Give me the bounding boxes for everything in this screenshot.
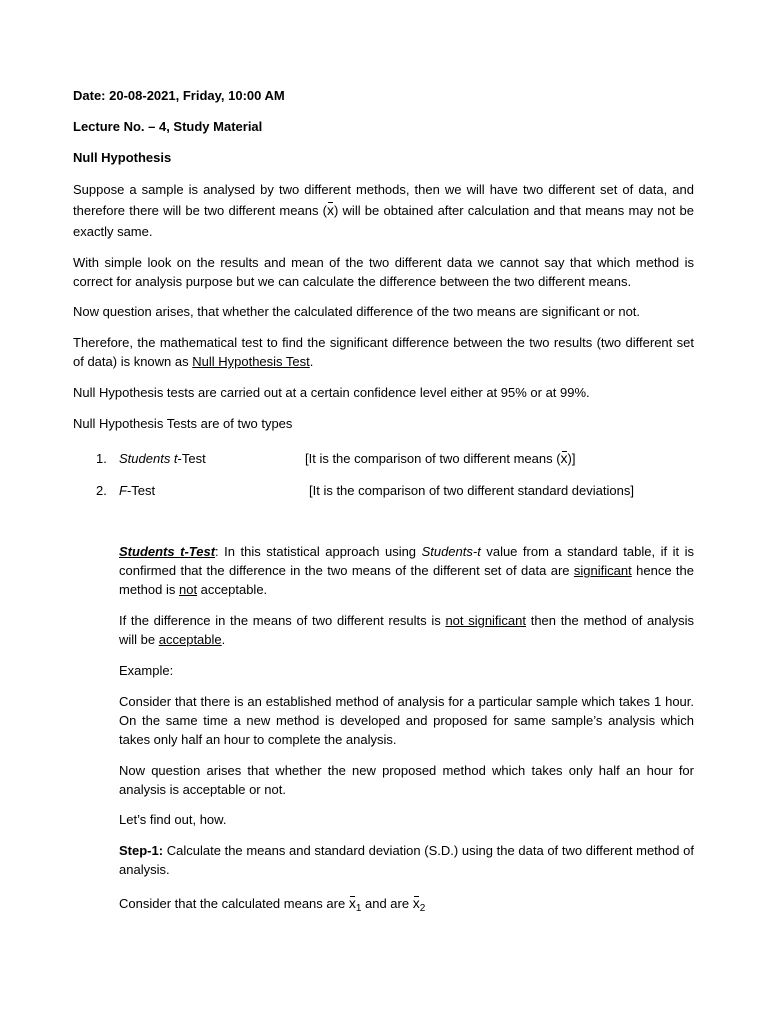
s2-text-a: If the difference in the means of two different results is (119, 613, 446, 628)
topic-heading: Null Hypothesis (73, 150, 172, 165)
s2-not-significant: not significant (445, 613, 527, 628)
list-item-name-rest: -Test (177, 451, 206, 466)
x-bar-symbol: x (327, 200, 334, 221)
s2-acceptable: acceptable (158, 632, 222, 647)
lets-find-out: Let’s find out, how. (119, 812, 227, 827)
lecture-line: Lecture No. – 4, Study Material (73, 119, 263, 134)
list-item-name-rest: -Test (126, 483, 156, 498)
paragraph-types: Null Hypothesis Tests are of two types (73, 416, 293, 431)
step-1-label: Step-1: (119, 843, 164, 858)
means-text-a: Consider that the calculated means are (119, 896, 349, 911)
x-bar-symbol: x (412, 895, 420, 911)
s2-text-c: then the method of analysis will be (119, 613, 695, 647)
list-item-desc-a: [It is the comparison of two different means ( (305, 451, 561, 466)
list-item-number: 2. (96, 483, 107, 498)
s1-text-a: In this statistical approach using (218, 544, 422, 559)
new-method-question: Now question arises that whether the new proposed method which takes only half an hour for analysis is acceptable or not. (119, 763, 694, 797)
paragraph-intro-text-a: Suppose a sample is analysed by two different methods, then we will have two different set of data, and therefore there will be two different means ( (73, 182, 694, 218)
s2-text-e: . (221, 632, 226, 647)
step-1-paragraph (119, 841, 694, 879)
subscript-1: 1 (355, 903, 362, 914)
paragraph-test-definition (73, 333, 694, 371)
list-item-name-italic: Students t (119, 451, 178, 466)
list-item-description: [It is the comparison of two different standard deviations] (309, 483, 634, 498)
heading-part-a: Students (119, 544, 181, 559)
heading-part-b: t (180, 544, 185, 559)
heading-colon: : (215, 544, 219, 559)
subscript-2: 2 (419, 903, 426, 914)
means-text-b: and are (361, 896, 413, 911)
s1-not: not (178, 582, 198, 597)
paragraph-test-text-b: . (309, 354, 314, 369)
paragraph-confidence: Null Hypothesis tests are carried out at a certain confidence level either at 95% or at 99%. (73, 385, 590, 400)
students-t-test-paragraph (119, 542, 694, 599)
list-item-desc-b: )] (567, 451, 576, 466)
s1-text-b: Students-t (421, 544, 481, 559)
date-line: Date: 20-08-2021, Friday, 10:00 AM (73, 88, 285, 103)
s1-text-e: hence the method is (119, 563, 695, 597)
list-item-number: 1. (96, 451, 107, 466)
s1-significant: significant (573, 563, 632, 578)
example-paragraph: Consider that there is an established method of analysis for a particular sample which takes 1 hour. On the same time a new method is developed and proposed for same sample’s analysis which takes only half an hour to complete the analysis. (119, 694, 694, 747)
s1-text-g: acceptable. (197, 582, 268, 597)
paragraph-test-text-a: Therefore, the mathematical test to find the significant difference between the two results (two different set of data) is known as (73, 335, 694, 369)
list-item-name-italic: F (119, 483, 127, 498)
not-significant-paragraph (119, 611, 694, 649)
list-item-description (305, 449, 576, 468)
null-hypothesis-test-term: Null Hypothesis Test (192, 354, 310, 369)
example-label: Example: (119, 663, 174, 678)
x-bar-symbol: x (348, 895, 356, 911)
heading-part-c: -Test (184, 544, 216, 559)
paragraph-simple-look: With simple look on the results and mean of the two different data we cannot say that which method is correct for analysis purpose but we can calculate the difference between the two different means. (73, 255, 694, 289)
paragraph-question: Now question arises, that whether the calculated difference of the two means are significant or not. (73, 304, 641, 319)
paragraph-intro (73, 179, 694, 242)
x-bar-symbol: x (560, 450, 568, 466)
students-t-test-heading (119, 544, 215, 559)
list-item-name (119, 449, 206, 468)
step-1-text: Calculate the means and standard deviation (S.D.) using the data of two different method of analysis. (119, 843, 694, 877)
paragraph-intro-text-b: ) will be obtained after calculation and that means may not be exactly same. (73, 203, 695, 239)
s1-text-c: value from a standard table, if it is confirmed that the difference in the two means of the different set of data are (119, 544, 694, 578)
calculated-means-line (119, 894, 425, 915)
list-item-name (119, 481, 155, 500)
